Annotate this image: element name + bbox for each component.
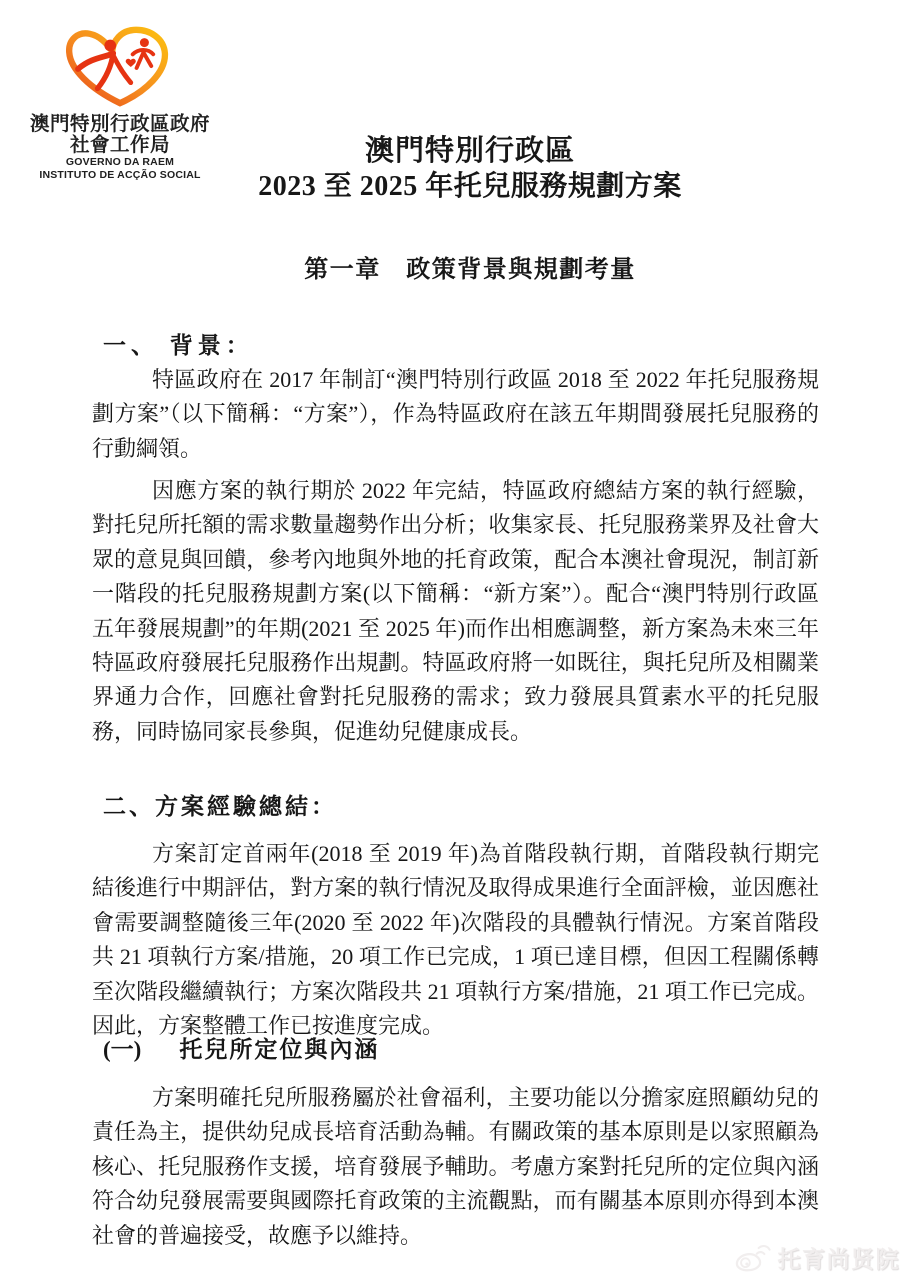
subsection-1-number: (一): [103, 1037, 142, 1062]
section-1-heading: 一、 背景：: [103, 333, 254, 358]
weibo-icon: [735, 1243, 771, 1272]
section-2-paragraph-1: 方案訂定首兩年(2018 至 2019 年)為首階段執行期，首階段執行期完結後進行中期評估，對方案的執行情況及取得成果進行全面評檢，並因應社會需要調整隨後三年(2020 至 2022 年)次階段的具體執行情況。方案首階段共 21 項執行方案/措施，20 項工作已完成，1 項已達目標，但因工程關係轉至次階段繼續執行；方案次階段共 21 項執行方案/措施，21 項工作已完成。因此，方案整體工作已按進度完成。: [92, 841, 819, 1039]
heart-figures-logo-icon: [61, 26, 179, 108]
subsection-1-paragraph-1: 方案明確托兒所服務屬於社會福利，主要功能以分擔家庭照顧幼兒的責任為主，提供幼兒成長培育活動為輔。有關政策的基本原則是以家照顧為核心、托兒服務作支援，培育發展予輔助。考慮方案對托兒所的定位與內涵符合幼兒發展需要與國際托育政策的主流觀點，而有關基本原則亦得到本澳社會的普遍接受，故應予以維持。: [92, 1085, 819, 1248]
section-1-paragraph-1: 特區政府在 2017 年制訂“澳門特別行政區 2018 至 2022 年托兒服務規劃方案”（以下簡稱：“方案”），作為特區政府在該五年期間發展托兒服務的行動綱領。: [92, 367, 819, 461]
subsection-1-heading: [103, 1031, 379, 1064]
section-2-heading: 二、方案經驗總結：: [103, 794, 337, 819]
agency-name-pt-line1: GOVERNO DA RAEM: [65, 156, 175, 168]
agency-name-pt-line2: INSTITUTO DE ACÇÃO SOCIAL: [39, 168, 201, 181]
section-1-paragraph-2: 因應方案的執行期於 2022 年完結，特區政府總結方案的執行經驗，對托兒所托額的需求數量趨勢作出分析；收集家長、托兒服務業界及社會大眾的意見與回饋，參考內地與外地的托育政策，配合本澳社會現況，制訂新一階段的托兒服務規劃方案(以下簡稱：“新方案”）。配合“澳門特別行政區五年發展規劃”的年期(2021 至 2025 年)而作出相應調整，新方案為未來三年特區政府發展托兒服務作出規劃。特區政府將一如既往，與托兒所及相關業界通力合作，回應社會對托兒服務的需求；致力發展具質素水平的托兒服務，同時協同家長參與，促進幼兒健康成長。: [92, 478, 819, 744]
watermark-text: 托育尚贤院: [777, 1246, 900, 1272]
agency-name-zh-line2: 社會工作局: [69, 134, 170, 156]
watermark: [735, 1241, 901, 1274]
chapter-heading: 第一章 政策背景與規劃考量: [304, 257, 636, 283]
document-title-line1: 澳門特別行政區: [364, 135, 575, 167]
subsection-1-label: 托兒所定位與內涵: [179, 1037, 380, 1062]
agency-name-zh-line1: 澳門特別行政區政府: [29, 113, 210, 135]
document-title-line2: 2023 至 2025 年托兒服務規劃方案: [258, 171, 682, 202]
document-title: [122, 133, 818, 205]
